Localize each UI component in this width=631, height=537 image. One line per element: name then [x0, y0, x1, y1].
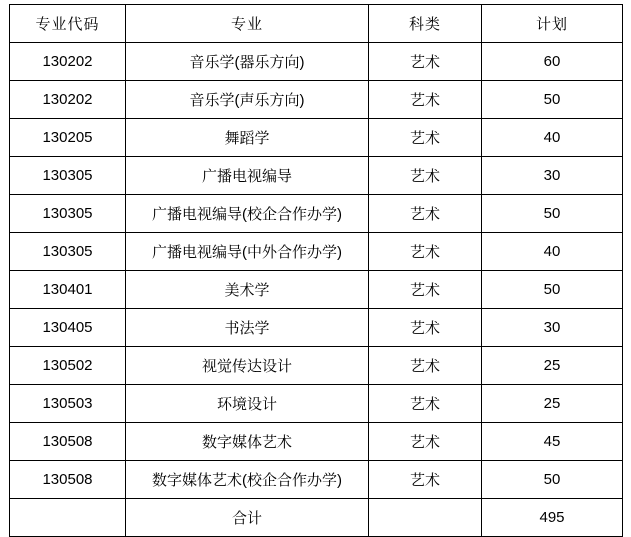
table-row — [10, 461, 623, 499]
cell-major-code: 130401 — [10, 271, 126, 309]
table-row — [10, 423, 623, 461]
cell-category: 艺术 — [369, 347, 482, 385]
table-row — [10, 347, 623, 385]
cell-plan: 30 — [482, 309, 623, 347]
cell-category: 艺术 — [369, 309, 482, 347]
table-header — [10, 5, 623, 43]
cell-major-name: 广播电视编导 — [126, 157, 369, 195]
cell-plan: 25 — [482, 347, 623, 385]
cell-category: 艺术 — [369, 461, 482, 499]
cell-category: 艺术 — [369, 195, 482, 233]
cell-category: 艺术 — [369, 271, 482, 309]
cell-category: 艺术 — [369, 119, 482, 157]
cell-category: 艺术 — [369, 157, 482, 195]
table-header-row — [10, 5, 623, 43]
cell-category: 艺术 — [369, 385, 482, 423]
cell-major-code: 130205 — [10, 119, 126, 157]
table-row — [10, 385, 623, 423]
cell-plan: 40 — [482, 233, 623, 271]
cell-major-code: 130202 — [10, 43, 126, 81]
cell-major-name: 广播电视编导(中外合作办学) — [126, 233, 369, 271]
table-row — [10, 233, 623, 271]
cell-plan: 50 — [482, 81, 623, 119]
table-row — [10, 119, 623, 157]
cell-major-name: 数字媒体艺术 — [126, 423, 369, 461]
cell-category: 艺术 — [369, 81, 482, 119]
enrollment-plan-table — [9, 4, 623, 537]
cell-plan: 45 — [482, 423, 623, 461]
column-header-major-name: 专业 — [126, 5, 369, 43]
cell-major-code: 130405 — [10, 309, 126, 347]
cell-plan: 50 — [482, 271, 623, 309]
cell-plan: 50 — [482, 461, 623, 499]
cell-major-name: 书法学 — [126, 309, 369, 347]
table-row — [10, 271, 623, 309]
column-header-plan: 计划 — [482, 5, 623, 43]
cell-category: 艺术 — [369, 43, 482, 81]
table-row — [10, 309, 623, 347]
cell-major-name: 环境设计 — [126, 385, 369, 423]
cell-plan: 50 — [482, 195, 623, 233]
table-row — [10, 195, 623, 233]
column-header-category: 科类 — [369, 5, 482, 43]
cell-major-code: 130202 — [10, 81, 126, 119]
cell-total-label: 合计 — [126, 499, 369, 537]
table-body — [10, 43, 623, 537]
table-row — [10, 157, 623, 195]
cell-major-code: 130305 — [10, 233, 126, 271]
cell-major-code: 130502 — [10, 347, 126, 385]
cell-category: 艺术 — [369, 423, 482, 461]
cell-major-code: 130305 — [10, 157, 126, 195]
column-header-major-code: 专业代码 — [10, 5, 126, 43]
cell-major-name: 视觉传达设计 — [126, 347, 369, 385]
table-row — [10, 81, 623, 119]
cell-major-name: 音乐学(器乐方向) — [126, 43, 369, 81]
cell-major-code: 130508 — [10, 461, 126, 499]
document-page — [0, 4, 631, 527]
cell-plan: 60 — [482, 43, 623, 81]
cell-category: 艺术 — [369, 233, 482, 271]
cell-plan: 40 — [482, 119, 623, 157]
cell-total-plan: 495 — [482, 499, 623, 537]
cell-major-code: 130305 — [10, 195, 126, 233]
cell-major-code: 130503 — [10, 385, 126, 423]
cell-major-code: 130508 — [10, 423, 126, 461]
cell-major-name: 美术学 — [126, 271, 369, 309]
cell-major-name: 音乐学(声乐方向) — [126, 81, 369, 119]
cell-plan: 30 — [482, 157, 623, 195]
cell-plan: 25 — [482, 385, 623, 423]
table-row — [10, 43, 623, 81]
cell-major-name: 数字媒体艺术(校企合作办学) — [126, 461, 369, 499]
cell-major-name: 舞蹈学 — [126, 119, 369, 157]
cell-major-name: 广播电视编导(校企合作办学) — [126, 195, 369, 233]
